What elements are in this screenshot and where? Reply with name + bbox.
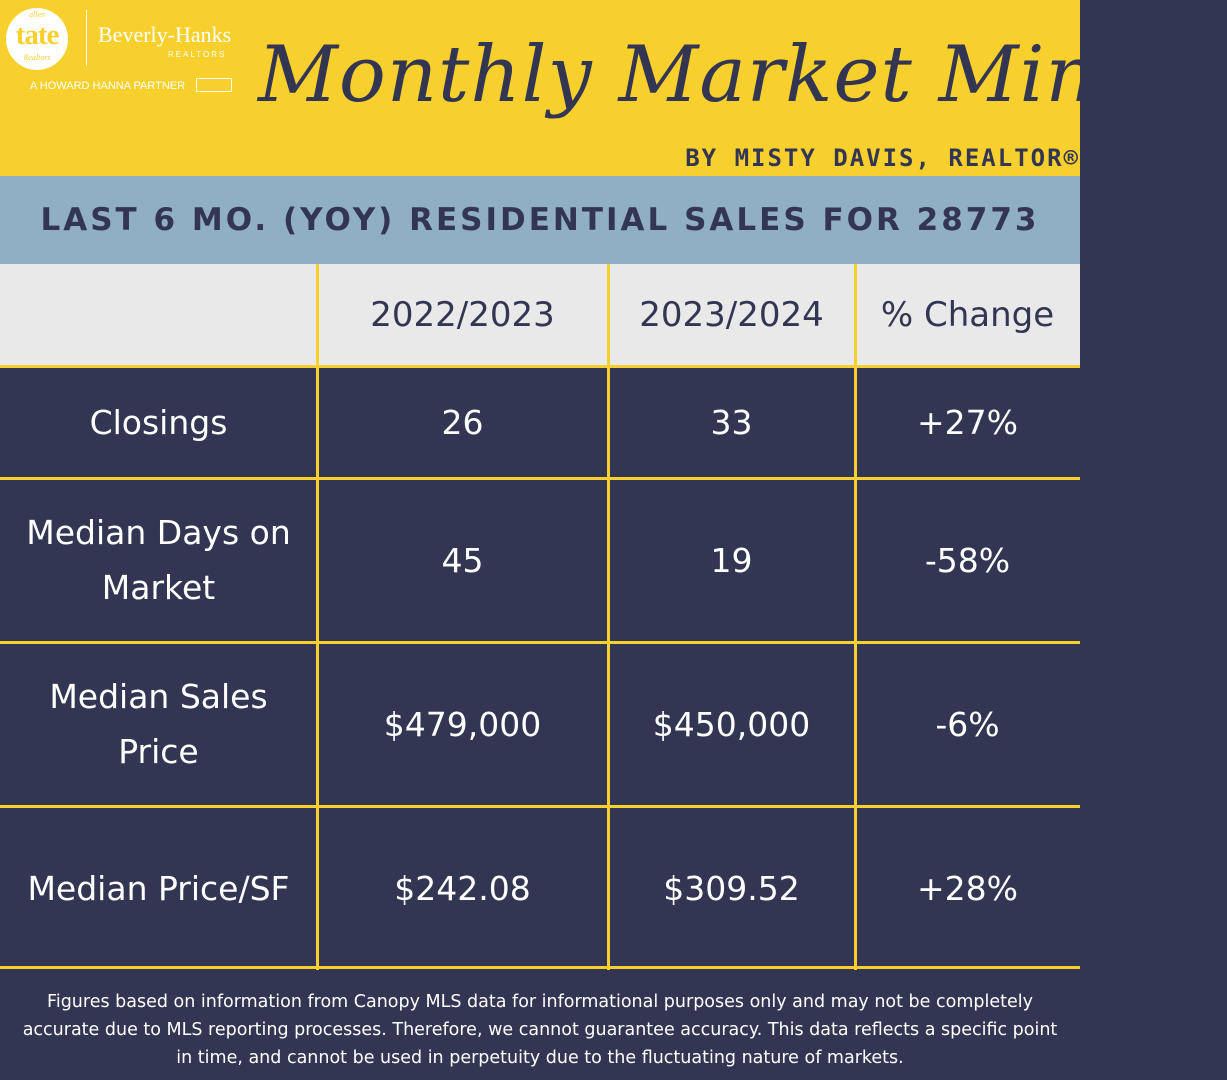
column-header-label	[0, 264, 317, 366]
table-row-divider	[0, 805, 1080, 808]
logo-divider	[86, 10, 87, 66]
cell-curr: $309.52	[608, 806, 855, 970]
equal-housing-icon	[196, 78, 232, 92]
cell-curr: 33	[608, 366, 855, 478]
allen-tate-logo	[6, 8, 68, 70]
cell-label: Closings	[0, 366, 317, 478]
table-row-divider	[0, 365, 1080, 368]
table-column-divider	[316, 264, 319, 970]
section-banner: LAST 6 MO. (YOY) RESIDENTIAL SALES FOR 28773	[0, 176, 1080, 264]
logo-allen-text: allen	[29, 10, 45, 19]
sales-table	[0, 264, 1080, 970]
cell-curr: 19	[608, 478, 855, 642]
logo-tate-text: tate	[15, 19, 59, 51]
cell-label: Median Sales Price	[0, 642, 317, 806]
cell-label: Median Days on Market	[0, 478, 317, 642]
cell-change: +28%	[855, 806, 1080, 970]
beverly-hanks-sub: REALTORS	[168, 50, 227, 59]
cell-change: +27%	[855, 366, 1080, 478]
logo-realtors-text: Realtors	[23, 53, 51, 62]
column-header-curr: 2023/2024	[608, 264, 855, 366]
cell-curr: $450,000	[608, 642, 855, 806]
cell-label: Median Price/SF	[0, 806, 317, 970]
cell-change: -6%	[855, 642, 1080, 806]
table-row-divider	[0, 477, 1080, 480]
partner-text: A HOWARD HANNA PARTNER	[30, 80, 186, 92]
table-row-divider	[0, 641, 1080, 644]
cell-prev: 26	[317, 366, 608, 478]
table-column-divider	[854, 264, 857, 970]
disclaimer: Figures based on information from Canopy MLS data for informational purposes only and may not be completely accurate due to MLS reporting processes. Therefore, we cannot guarantee accuracy. This data reflects a specific point in time, and cannot be used in perpetuity due to the fluctuating nature of markets.	[22, 992, 1058, 1068]
column-header-change: % Change	[855, 264, 1080, 366]
cell-prev: $242.08	[317, 806, 608, 970]
cell-change: -58%	[855, 478, 1080, 642]
table-row-divider	[0, 966, 1080, 969]
brand-logo	[6, 8, 256, 98]
page-title: Monthly Market Minute	[258, 30, 1227, 120]
column-header-prev: 2022/2023	[317, 264, 608, 366]
table-column-divider	[607, 264, 610, 970]
cell-prev: 45	[317, 478, 608, 642]
beverly-hanks-name: Beverly-Hanks	[98, 22, 232, 47]
header	[0, 0, 1227, 176]
byline: BY MISTY DAVIS, REALTOR®	[685, 144, 1080, 172]
cell-prev: $479,000	[317, 642, 608, 806]
